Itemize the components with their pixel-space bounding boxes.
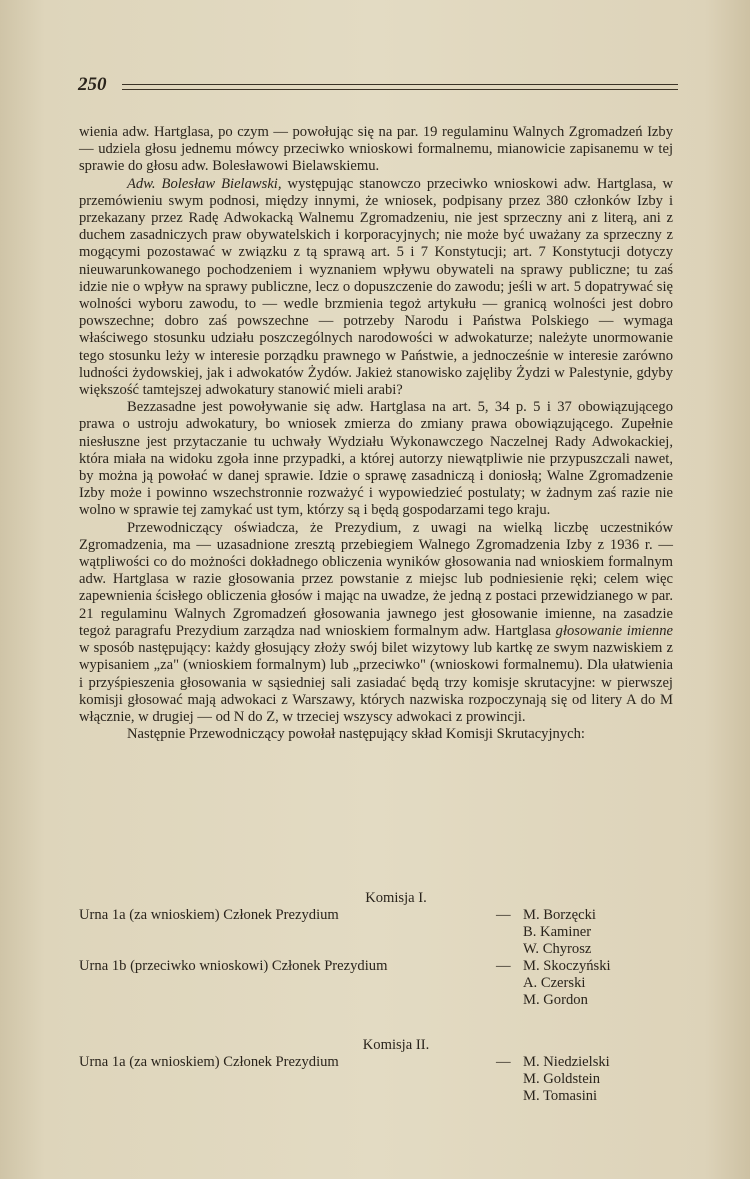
- member-name: A. Czerski: [523, 975, 586, 991]
- dash: —: [496, 1054, 511, 1070]
- member-name: M. Gordon: [523, 992, 588, 1008]
- committee-title: Komisja I.: [365, 890, 427, 906]
- committee-2: [79, 1037, 673, 1107]
- member-name: M. Tomasini: [523, 1088, 598, 1104]
- text-run: w sposób następujący: każdy głosujący złoży swój bilet wizytowy lub kartkę ze swym nazwiskiem z wypisaniem „za" (wnioskiem formalnym) lub „przeciwko" (wnioskowi formalnemu). Dla ułatwienia i przyśpieszenia głosowania w sąsiedniej sali zasiadać będą trzy komisje skrutacyjne: w pierwszej komisji głosować mają adwokaci z Warszawy, których nazwiska rozpoczynają się od litery A do M włącznie, w drugiej — od N do Z, w trzeciej wszyscy adwokaci z prowincji.: [79, 640, 673, 725]
- header-rule: [122, 84, 678, 85]
- urn-label: Urna 1a (za wnioskiem) Członek Prezydium: [79, 907, 339, 923]
- committee-1: [79, 890, 673, 1010]
- italic-text: głosowanie imienne: [555, 622, 673, 639]
- member-name: M. Goldstein: [523, 1071, 601, 1087]
- body-text: [79, 124, 673, 743]
- member-name: M. Borzęcki: [523, 907, 596, 923]
- paragraph: [79, 726, 673, 743]
- text-run: Bezzasadne jest powoływanie się adw. Hartglasa na art. 5, 34 p. 5 i 37 obowiązującego prawa o ustroju adwokatury, bo wniosek zmierza do zmiany prawa obowiązującego. Zupełnie niesłuszne jest przytaczanie tu uchwały Wydziału Wykonawczego Naczelnej Rady Adwokackiej, która miała na widoku zgoła inne przypadki, a której autorzy niewątpliwie nie przypuszczali nawet, by można ją powołać w danej sprawie. Idzie o sprawę zasadniczą i doniosłą; Walne Zgromadzenie Izby może i powinno wszechstronnie rozważyć i wypowiedzieć postulaty; w żadnym zaś razie nie wolno w sprawie tej zamykać ust tym, którzy są i będą gospodarzami tego kraju.: [79, 399, 673, 519]
- member-name: B. Kaminer: [523, 924, 592, 940]
- dash: —: [496, 958, 511, 974]
- italic-text: Adw. Bolesław Bielawski,: [127, 175, 282, 192]
- committee-title: Komisja II.: [362, 1037, 430, 1053]
- urn-label: Urna 1b (przeciwko wnioskowi) Członek Prezydium: [79, 958, 388, 974]
- page-header: [78, 74, 678, 98]
- page-number: 250: [78, 74, 107, 95]
- member-name: M. Niedzielski: [523, 1054, 610, 1070]
- paragraph: [79, 520, 673, 726]
- text-run: Przewodniczący oświadcza, że Prezydium, z uwagi na wielką liczbę uczestników Zgromadzenia, ma — uzasadnione zresztą przebiegiem Walnego Zgromadzenia Izby z 1936 r. — wątpliwości co do możności dokładnego obliczenia wyników głosowania nad wnioskiem formalnym adw. Hartglasa w razie głosowania przez powstanie z miejsc lub podniesienie ręki; celem więc zapewnienia ścisłego obliczenia głosów i mając na uwadze, że jedną z postaci przewidzianego w par. 21 regulaminu Walnych Zgromadzeń głosowania jawnego jest głosowanie imienne, na zasadzie tegoż paragrafu Prezydium zarządza nad wnioskiem formalnym adw. Hartglasa: [79, 519, 673, 639]
- paragraph: [79, 124, 673, 176]
- urn-label: Urna 1a (za wnioskiem) Członek Prezydium: [79, 1054, 339, 1070]
- text-run: Następnie Przewodniczący powołał następujący skład Komisji Skrutacyjnych:: [127, 726, 585, 743]
- dash: —: [496, 907, 511, 923]
- paragraph: [79, 176, 673, 400]
- member-name: W. Chyrosz: [523, 941, 592, 957]
- member-name: M. Skoczyński: [523, 958, 611, 974]
- header-rule: [122, 89, 678, 90]
- text-run: wienia adw. Hartglasa, po czym — powołując się na par. 19 regulaminu Walnych Zgromadzeń Izby — udziela głosu jednemu mówcy przeciwko wnioskowi formalnemu, mianowicie zapisanemu w tej sprawie do głosu adw. Bolesławowi Bielawskiemu.: [79, 124, 673, 175]
- paragraph: [79, 399, 673, 519]
- text-run: występując stanowczo przeciwko wnioskowi adw. Hartglasa, w przemówieniu swym podnosi, między innymi, że wniosek, podpisany przez 380 członków Izby i przekazany przez Radę Adwokacką Walnemu Zgromadzeniu, nie jest sprzeczny ani z literą, ani z duchem zasadniczych praw obywatelskich i korporacyjnych; nie może być uważany za sprzeczny z mogącymi pozostawać w związku z tą sprawą art. 5 i 7 Konstytucji; art. 7 Konstytucji dotyczy nieuwarunkowanego pochodzeniem i wyznaniem wpływu obywateli na sprawy publiczne; tu zaś idzie nie o wpływ na sprawy publiczne, lecz o dopuszczenie do zawodu; jeśli w art. 5 dopatrywać się wolności wyboru zawodu, to — wedle brzmienia tegoż artykułu — granicą wolności jest dobro powszechne; dobro zaś powszechne — potrzeby Narodu i Państwa Polskiego — wymaga właściwego stosunku udziału poszczególnych narodowości w adwokaturze; należyte unormowanie tego stosunku leży w interesie porządku prawnego w Państwie, a jednocześnie w interesie zarówno ludności żydowskiej, jak i adwokatów Żydów. Jakież stanowisko zajęliby Żydzi w Palestynie, gdyby większość tamtejszej adwokatury stanowić mieli arabi?: [79, 175, 673, 399]
